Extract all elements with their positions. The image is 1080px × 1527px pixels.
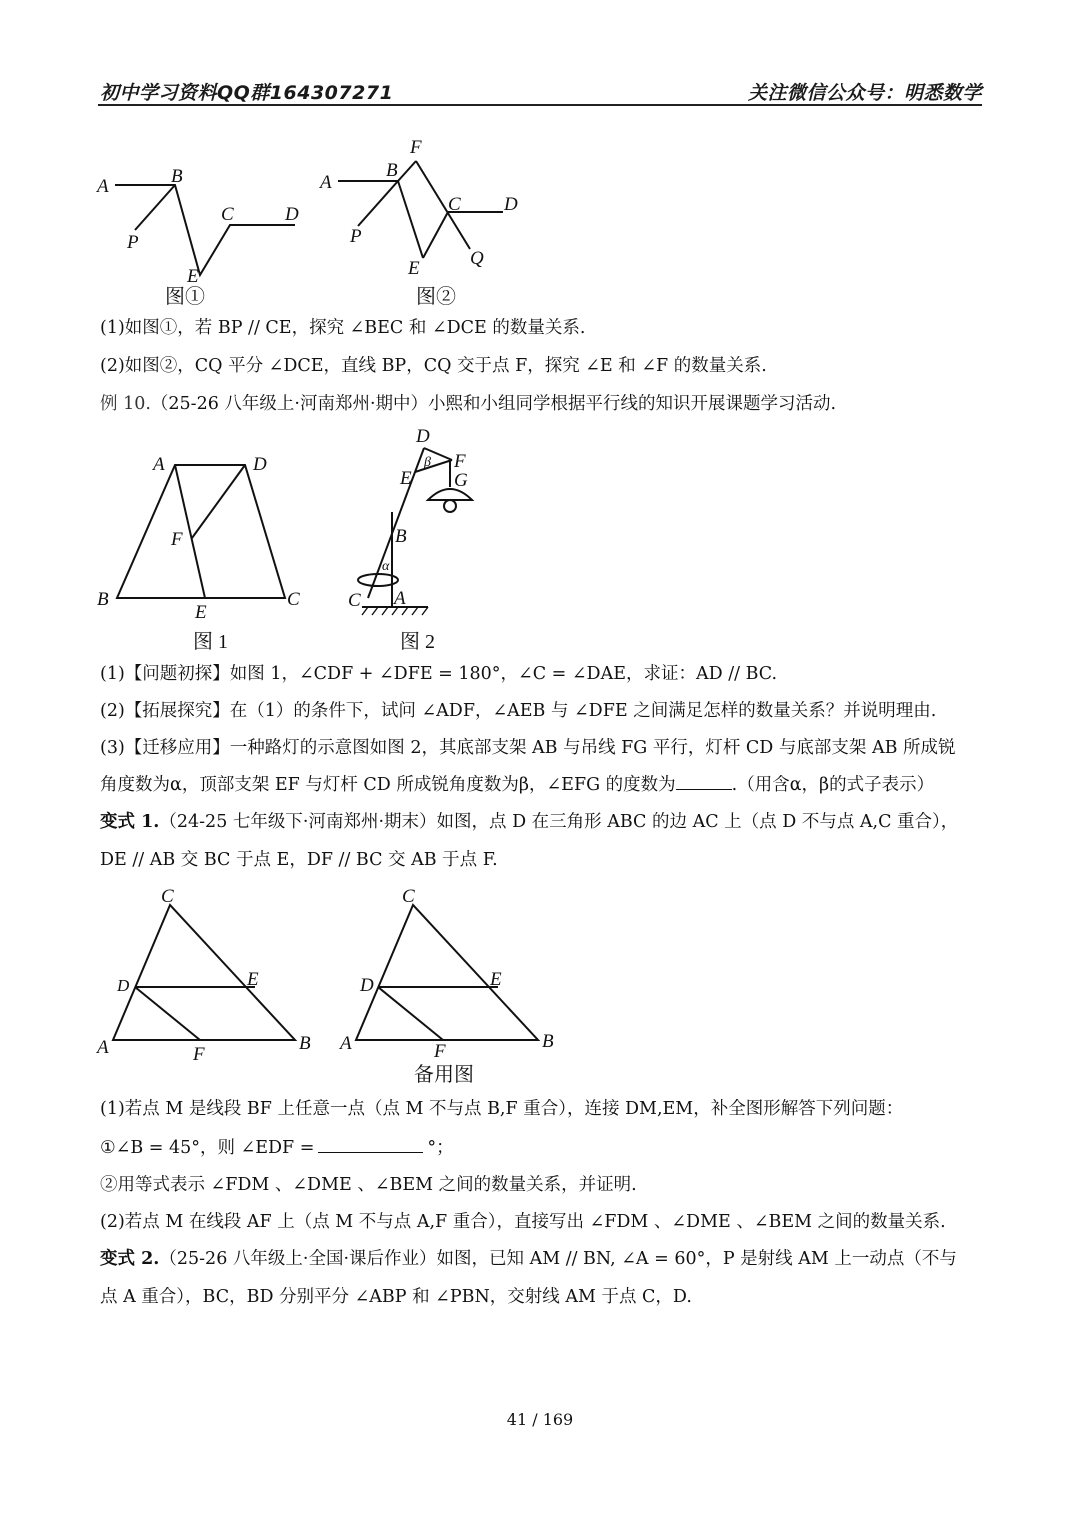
figure-variant-1-right: [338, 885, 568, 1090]
figure-variant-1-left-label: E: [247, 969, 259, 990]
variant-1-text: （24-25 七年级下·河南郑州·期末）如图，点 D 在三角形 ABC 的边 AC 上（点 D 不与点 A,C 重合），: [159, 812, 959, 832]
example-10-part-3b-post: .（用含α，β的式子表示）: [731, 775, 935, 795]
header-divider: [98, 104, 982, 106]
figure-ex10-2-label: G: [454, 470, 468, 491]
figure-variant-1-left-label: B: [299, 1033, 311, 1054]
figure-top-1-label: A: [97, 176, 109, 197]
figure-top-2-label: F: [410, 137, 422, 158]
figure-top-2-label: A: [320, 172, 332, 193]
figure-ex10-2-bulb: [444, 500, 456, 512]
figure-variant-1-right-label: E: [490, 969, 502, 990]
figure-variant-1-right-label: B: [542, 1031, 554, 1052]
variant-2-label: 变式 2.: [100, 1249, 160, 1269]
answer-blank[interactable]: [318, 1152, 423, 1153]
figure-ex10-1-label: A: [153, 454, 165, 475]
figure-variant-1-left-label: C: [161, 886, 174, 907]
figure-ex10-1-line-df: [192, 465, 245, 538]
figure-top-2-line-ec: [423, 212, 448, 258]
figure-variant-1-left-label: D: [117, 976, 130, 995]
figure-ex10-2-label: α: [382, 559, 390, 574]
figure-top-2-label: E: [408, 258, 420, 279]
figure-ex10-2-pole-cd: [368, 448, 424, 598]
variant-1-label: 变式 1.: [100, 812, 160, 832]
figure-ex10-1: [95, 450, 315, 655]
figure-top-1-label: C: [221, 204, 234, 225]
variant-2-text: （25-26 八年级上·全国·课后作业）如图，已知 AM // BN, ∠A = 60°，P 是射线 AM 上一动点（不与: [159, 1249, 957, 1269]
variant-1-question-1b: ②用等式表示 ∠FDM 、∠DME 、∠BEM 之间的数量关系，并证明.: [100, 1175, 637, 1195]
figure-ex10-1-caption: 图 1: [193, 631, 228, 653]
figure-ex10-1-label: F: [171, 529, 183, 550]
figure-top-1-label: P: [127, 232, 139, 253]
figure-ex10-2-caption: 图 2: [400, 631, 435, 653]
figure-top-2-label: Q: [470, 248, 484, 269]
figure-variant-1-right-line-df: [378, 987, 443, 1040]
figure-top-1-label: E: [187, 266, 199, 287]
figure-ex10-2-label: C: [348, 590, 361, 611]
figure-top-2-label: D: [504, 194, 518, 215]
header-right-text: 关注微信公众号：明悉数学: [747, 82, 982, 104]
example-10-part-2: (2)【拓展探究】在（1）的条件下，试问 ∠ADF，∠AEB 与 ∠DFE 之间满足怎样的数量关系？并说明理由.: [100, 701, 937, 721]
variant-2-text-2: 点 A 重合），BC，BD 分别平分 ∠ABP 和 ∠PBN，交射线 AM 于点 C，D.: [100, 1287, 692, 1307]
figure-variant-1-right-triangle: [356, 905, 538, 1040]
figure-ex10-2-label: A: [394, 588, 406, 609]
figure-ex10-2-label: B: [395, 526, 407, 547]
example-10-part-1: (1)【问题初探】如图 1，∠CDF + ∠DFE = 180°，∠C = ∠DAE，求证：AD // BC.: [100, 664, 778, 684]
example-10-part-3a: (3)【迁移应用】一种路灯的示意图如图 2，其底部支架 AB 与吊线 FG 平行，灯杆 CD 与底部支架 AB 所成锐: [100, 738, 956, 758]
figure-top-2-label: B: [386, 160, 398, 181]
variant-1-question-1a-post: °；: [427, 1138, 454, 1158]
figure-variant-1-left-line-df: [135, 987, 200, 1040]
example-10-label: 例 10.: [100, 394, 151, 414]
figure-ex10-2: [340, 422, 500, 657]
variant-1-intro: [100, 810, 958, 834]
figure-top-2-label: C: [448, 194, 461, 215]
question-1: (1)如图①，若 BP // CE，探究 ∠BEC 和 ∠DCE 的数量关系.: [100, 318, 586, 338]
page-number: 41 / 169: [506, 1410, 574, 1429]
figure-variant-1-left-label: F: [193, 1044, 205, 1065]
figure-ex10-1-label: E: [195, 602, 207, 623]
figure-ex10-1-label: B: [97, 589, 109, 610]
figure-ex10-1-label: D: [253, 454, 267, 475]
figure-variant-1-right-label: C: [402, 886, 415, 907]
figure-ex10-1-label: C: [287, 589, 300, 610]
variant-1-question-2: (2)若点 M 在线段 AF 上（点 M 不与点 A,F 重合），直接写出 ∠FDM 、∠DME 、∠BEM 之间的数量关系.: [100, 1212, 946, 1232]
variant-2-intro: [100, 1247, 957, 1271]
figure-top-2-label: P: [350, 226, 362, 247]
figure-variant-1-right-caption: 备用图: [414, 1064, 474, 1086]
figure-top-1-caption: 图①: [165, 286, 205, 308]
figure-top-1-path: [115, 185, 295, 275]
figure-variant-1-left-triangle: [113, 905, 295, 1040]
figure-ex10-2-bracket-ef: [415, 460, 452, 472]
figure-top-1: [95, 160, 315, 310]
example-10-part-3b: [100, 773, 934, 797]
figure-top-1-ray-bp: [135, 185, 175, 230]
figure-variant-1-right-label: A: [340, 1033, 352, 1054]
figure-top-1-label: D: [285, 204, 299, 225]
figure-ex10-2-label: β: [424, 455, 431, 470]
variant-1-question-1a-pre: ①∠B = 45°，则 ∠EDF =: [100, 1138, 315, 1158]
figure-variant-1-right-label: F: [434, 1041, 446, 1062]
variant-1-question-1: (1)若点 M 是线段 BF 上任意一点（点 M 不与点 B,F 重合），连接 DM,EM，补全图形解答下列问题：: [100, 1099, 904, 1119]
figure-ex10-2-label: F: [454, 451, 466, 472]
figure-ex10-2-label: D: [416, 426, 430, 447]
figure-variant-1-right-label: D: [360, 975, 374, 996]
figure-variant-1-left-label: A: [97, 1037, 109, 1058]
figure-top-2-line-fb: [398, 161, 416, 181]
answer-blank[interactable]: [676, 789, 732, 790]
figure-top-1-label: B: [171, 166, 183, 187]
question-2: (2)如图②，CQ 平分 ∠DCE，直线 BP，CQ 交于点 F，探究 ∠E 和 ∠F 的数量关系.: [100, 356, 767, 376]
figure-top-2-line-be: [398, 181, 423, 258]
figure-top-2-line-bp: [358, 181, 398, 226]
figure-top-2-caption: 图②: [416, 286, 456, 308]
figure-top-2-line-fq: [416, 161, 470, 249]
example-10-part-3b-pre: 角度数为α，顶部支架 EF 与灯杆 CD 所成锐角度数为β，∠EFG 的度数为: [100, 775, 676, 795]
figure-ex10-2-label: E: [400, 468, 412, 489]
figure-variant-1-left: [95, 885, 325, 1065]
example-10-intro: [100, 392, 836, 416]
figure-top-2: [318, 136, 538, 310]
example-10-text: （25-26 八年级上·河南郑州·期中）小熙和小组同学根据平行线的知识开展课题学习活动.: [150, 394, 837, 414]
header-left-text: 初中学习资料QQ群164307271: [100, 82, 394, 104]
variant-1-question-1a: [100, 1136, 454, 1160]
variant-1-text-2: DE // AB 交 BC 于点 E，DF // BC 交 AB 于点 F.: [100, 850, 498, 870]
